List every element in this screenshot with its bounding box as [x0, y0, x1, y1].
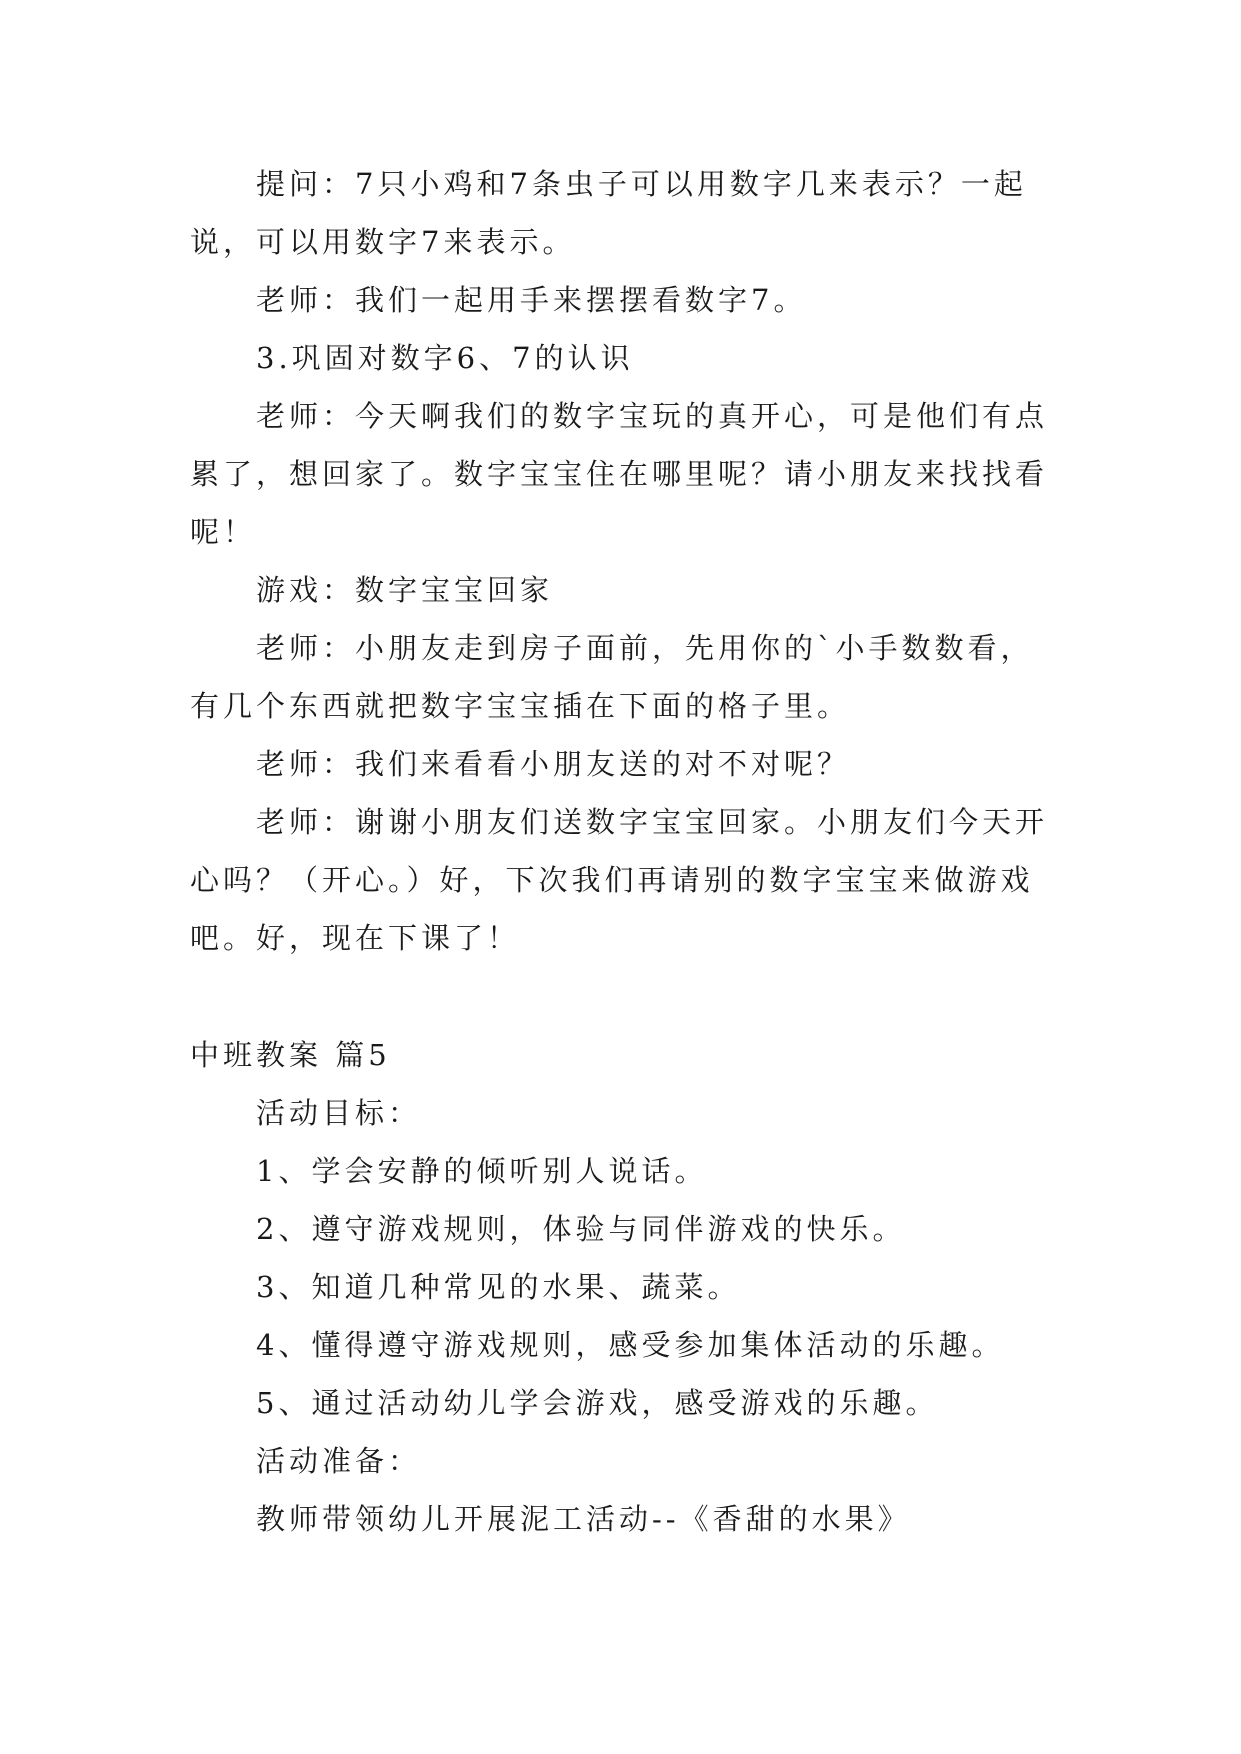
paragraph-goal-1: 1、学会安静的倾听别人说话。 — [256, 1154, 708, 1188]
paragraph-game: 游戏：数字宝宝回家 — [256, 573, 554, 607]
paragraph-goal-3: 3、知道几种常见的水果、蔬菜。 — [256, 1270, 741, 1304]
lesson-section-body — [190, 155, 1050, 967]
paragraph-goal-5: 5、通过活动幼儿学会游戏，感受游戏的乐趣。 — [256, 1386, 939, 1420]
paragraph-goal-2: 2、遵守游戏规则，体验与同伴游戏的快乐。 — [256, 1212, 906, 1246]
paragraph-prep-activity: 教师带领幼儿开展泥工活动--《香甜的水果》 — [256, 1502, 911, 1536]
paragraph-question: 提问：7只小鸡和7条虫子可以用数字几来表示？一起说，可以用数字7来表示。 — [190, 167, 1027, 259]
paragraph-prep-title: 活动准备： — [256, 1444, 422, 1478]
paragraph-goals-title: 活动目标： — [256, 1096, 422, 1130]
paragraph-goal-4: 4、懂得遵守游戏规则，感受参加集体活动的乐趣。 — [256, 1328, 1005, 1362]
paragraph-teacher-house: 老师：小朋友走到房子面前，先用你的`小手数数看，有几个东西就把数字宝宝插在下面的格子里。 — [190, 631, 1034, 723]
paragraph-teacher-today: 老师：今天啊我们的数字宝玩的真开心，可是他们有点累了，想回家了。数字宝宝住在哪里呢？请小朋友来找找看呢！ — [190, 399, 1049, 549]
paragraph-step-3: 3.巩固对数字6、7的认识 — [256, 341, 634, 375]
paragraph-teacher-hands: 老师：我们一起用手来摆摆看数字7。 — [256, 283, 807, 317]
paragraph-teacher-thanks: 老师：谢谢小朋友们送数字宝宝回家。小朋友们今天开心吗？（开心。）好，下次我们再请别的数字宝宝来做游戏吧。好，现在下课了！ — [190, 805, 1049, 955]
lesson-5-body — [190, 1084, 1050, 1548]
section-heading: 中班教案 篇5 — [190, 1038, 391, 1072]
paragraph-teacher-check: 老师：我们来看看小朋友送的对不对呢？ — [256, 747, 851, 781]
